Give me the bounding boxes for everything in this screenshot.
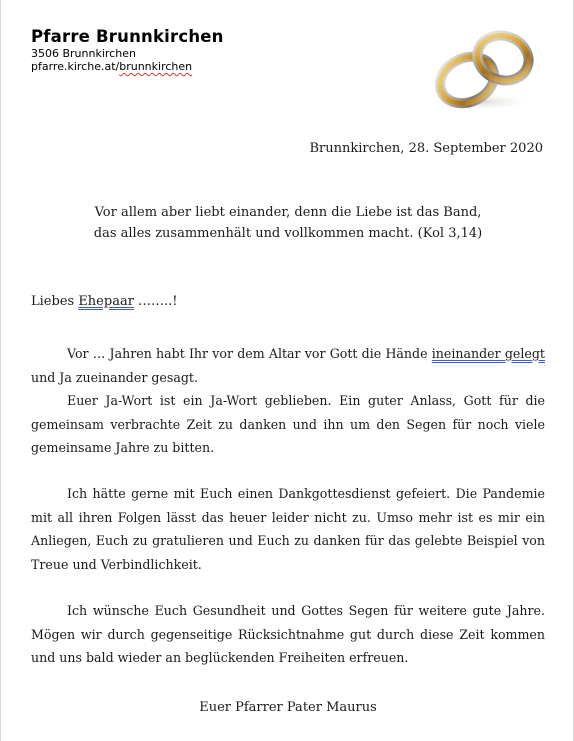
greeting-prefix: Liebes xyxy=(31,294,79,309)
quote-line-1: Vor allem aber liebt einander, denn die Liebe ist das Band, xyxy=(94,205,482,220)
quote-line-2: das alles zusammenhält und vollkommen macht. (Kol 3,14) xyxy=(93,226,483,241)
parish-address: 3506 Brunnkirchen xyxy=(31,47,136,60)
paragraph-text: und Ja zueinander gesagt. xyxy=(31,369,198,385)
paragraph-text: Vor … Jahren habt Ihr vor dem Altar vor Gott die Hände xyxy=(67,346,432,361)
parish-name: Pfarre Brunnkirchen xyxy=(31,27,224,46)
letter-paragraphs-2 xyxy=(31,482,545,576)
signature: Euer Pfarrer Pater Maurus xyxy=(199,700,377,715)
bible-quote xyxy=(1,202,574,244)
greeting xyxy=(31,294,178,309)
paragraph-ja-wort: Euer Ja-Wort ist ein Ja-Wort geblieben. Ein guter Anlass, Gott für die gemeinsam verbrachte Zeit zu danken und ihn um den Segen für noch viele gemeinsame Jahre zu bitten. xyxy=(31,393,545,456)
date-line: Brunnkirchen, 28. September 2020 xyxy=(309,141,543,156)
greeting-suffix: ……..! xyxy=(133,294,178,309)
wedding-rings-icon xyxy=(425,22,543,112)
website-path: brunnkirchen xyxy=(119,60,193,73)
letter-paragraphs-1 xyxy=(31,342,545,460)
parish-website xyxy=(31,60,224,73)
letterhead xyxy=(31,27,224,73)
greeting-word: Ehepaar xyxy=(78,294,134,309)
letter-paragraphs-3 xyxy=(31,599,545,670)
paragraph-wishes: Ich wünsche Euch Gesundheit und Gottes Segen für weitere gute Jahre. Mögen wir durch gegenseitige Rücksichtnahme gut durch diese Zeit kommen und uns bald wieder an beglückenden Freiheiten erfreuen. xyxy=(31,603,545,666)
marked-phrase: ineinander gelegt xyxy=(431,346,545,361)
paragraph-pandemic: Ich hätte gerne mit Euch einen Dankgottesdienst gefeiert. Die Pandemie mit all ihren Folgen lässt das heuer leider nicht zu. Umso mehr ist es mir ein Anliegen, Euch zu gratulieren und Euch zu danken für das gelebte Beispiel von Treue und Verbindlichkeit. xyxy=(31,486,545,572)
website-domain: pfarre.kirche.at/ xyxy=(31,60,120,73)
paragraph-anniversary xyxy=(31,342,545,389)
